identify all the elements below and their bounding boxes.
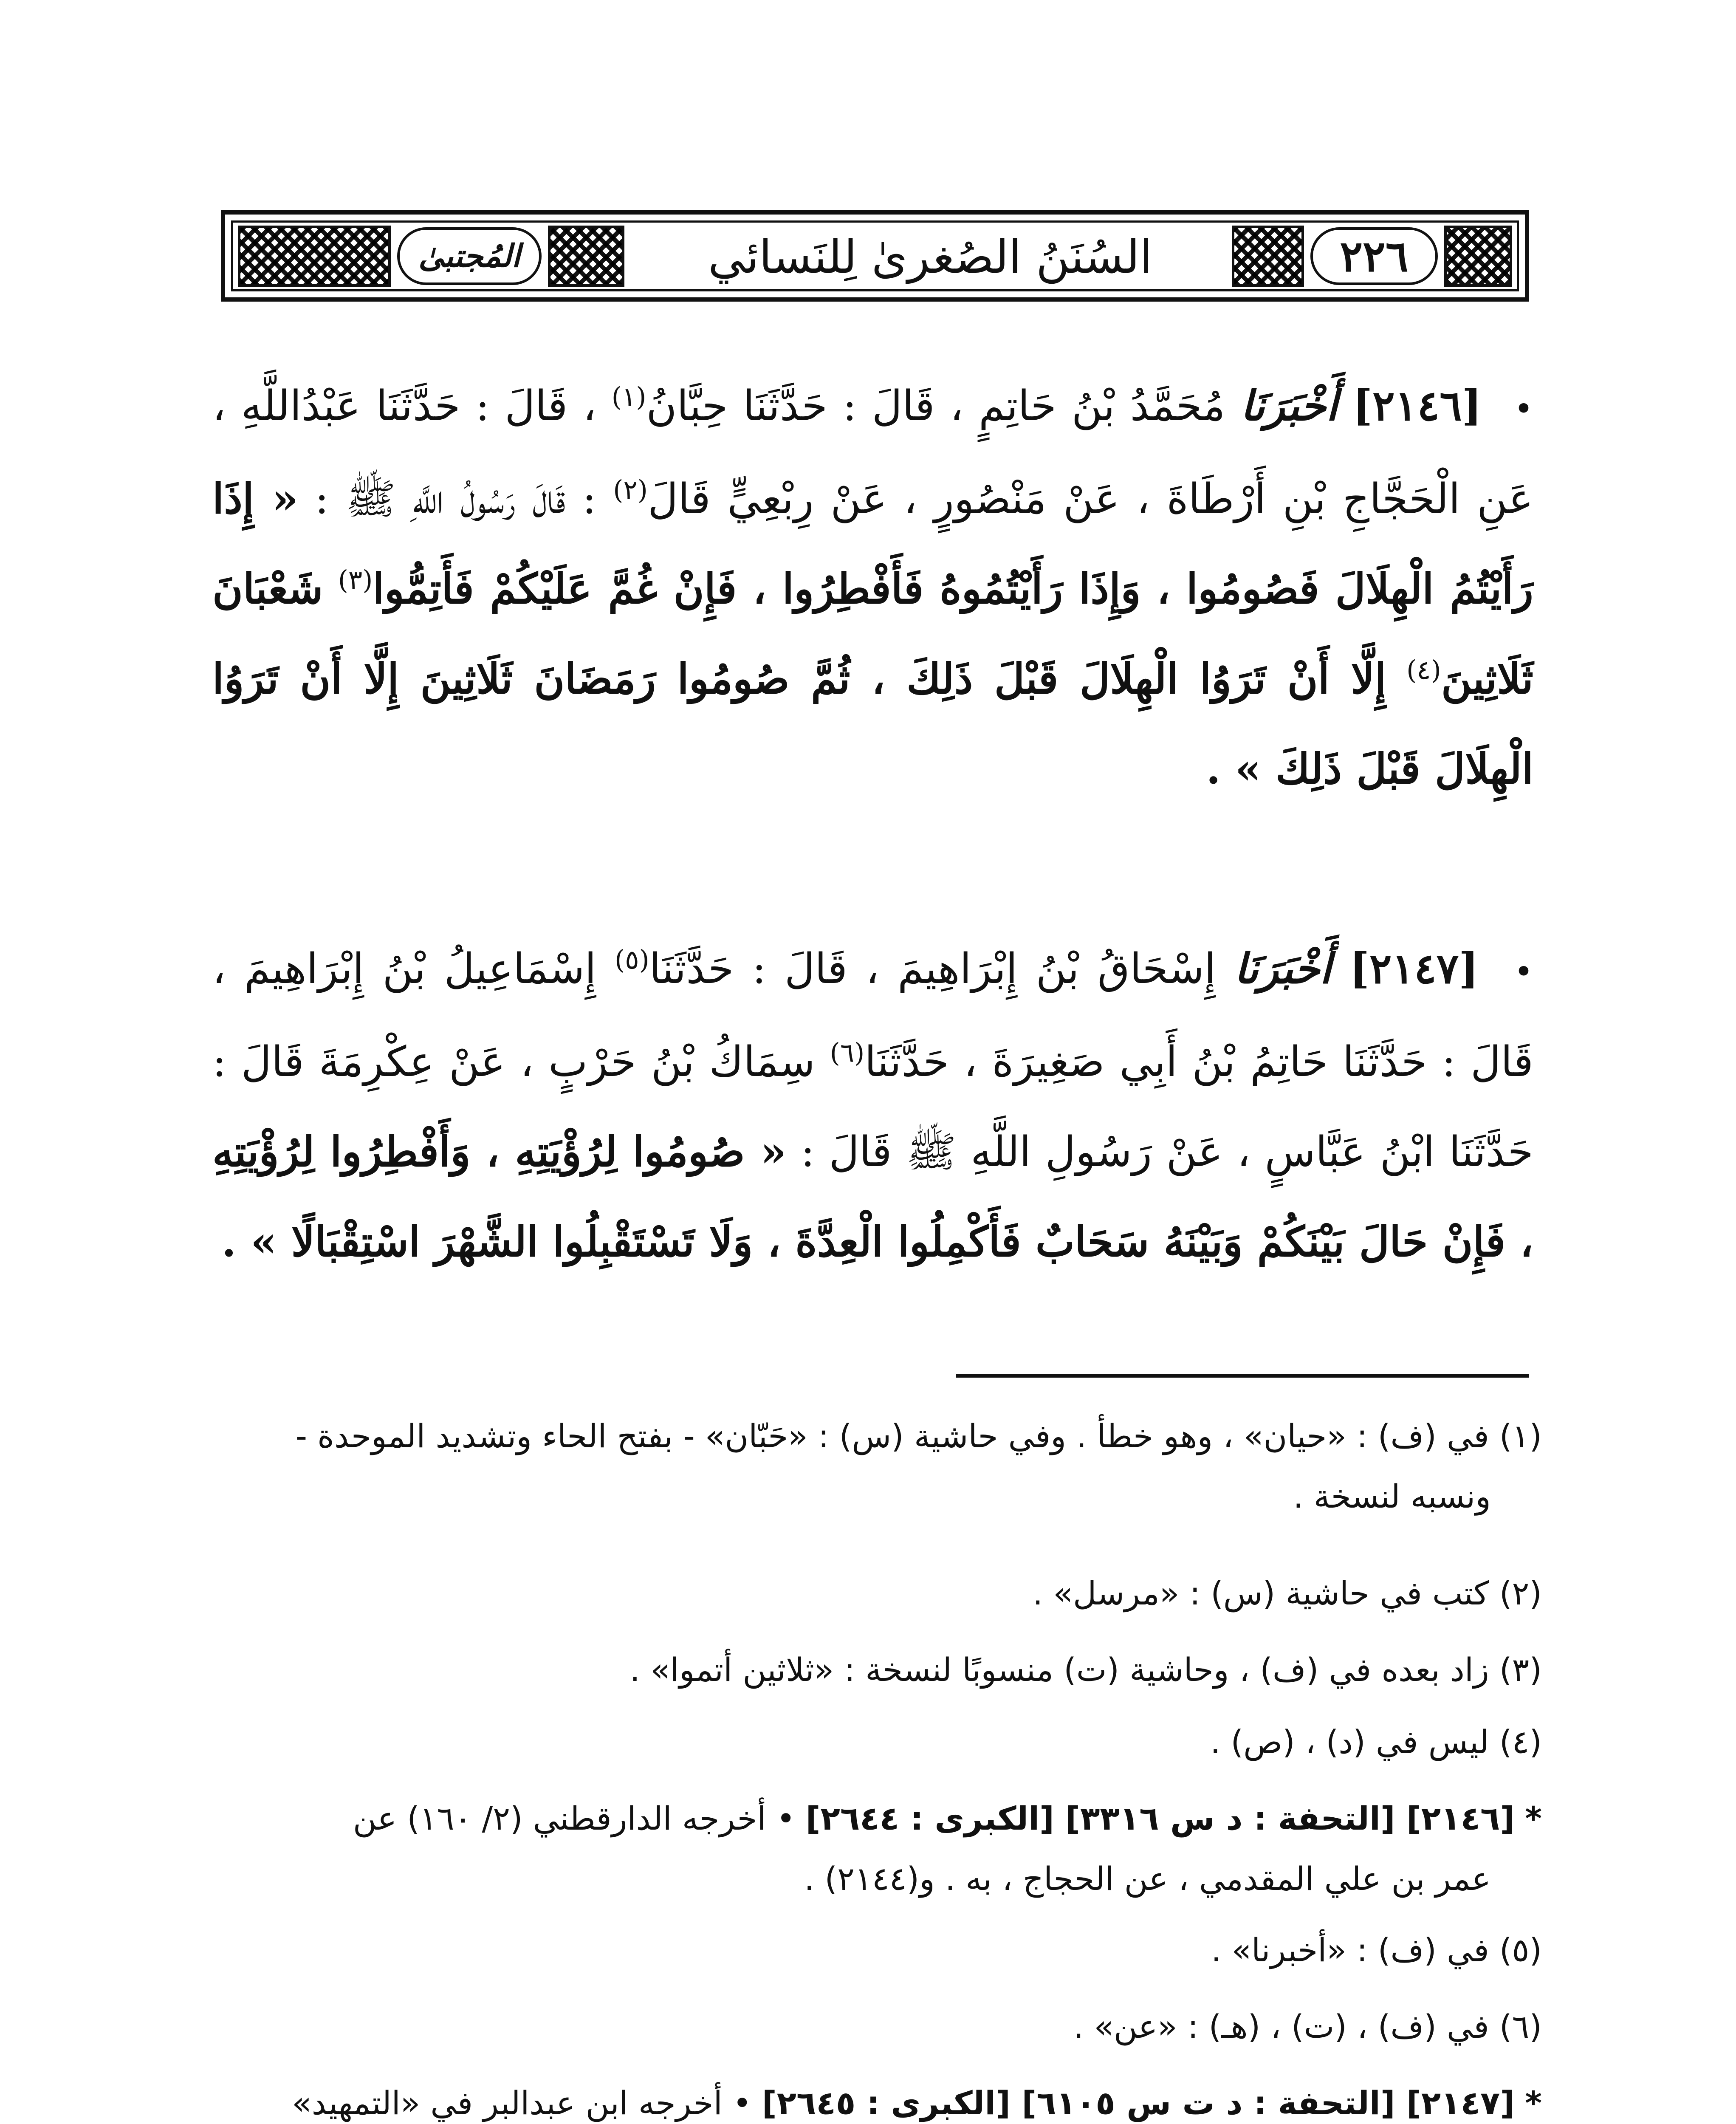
footnote-3: (٣) زاد بعده في (ف) ، وحاشية (ت) منسوبًا لنسخة : «ثلاثين أتموا» . <box>629 1651 1542 1689</box>
star-marker: * <box>1525 1799 1542 1837</box>
footnote-5: (٥) في (ف) : «أخبرنا» . <box>1211 1931 1542 1969</box>
takhrij-reference: [٢١٤٦] [التحفة : د س ٣٣١٦] [الكبرى : ٢٦٤٤] <box>805 1799 1515 1837</box>
takhrij-text: • أخرجه ابن عبدالبر في «التمهيد» <box>292 2084 752 2122</box>
hadith-2146 <box>212 361 1533 814</box>
takhrij-2146 <box>195 1788 1542 1909</box>
isnad-text: مُحَمَّدُ بْنُ حَاتِمٍ ، قَالَ : حَدَّثَنَا حِبَّانُ <box>646 382 1225 430</box>
footnote-2: (٢) كتب في حاشية (س) : «مرسل» . <box>1033 1574 1542 1612</box>
star-marker: * <box>1525 2084 1542 2122</box>
ornament-left-mid-panel <box>548 226 624 287</box>
footnote-ref[interactable]: (٥) <box>615 944 649 975</box>
takhrij-text: • أخرجه الدارقطني (٢/ ١٦٠) عن <box>353 1799 796 1837</box>
footnote-ref[interactable]: (٣) <box>338 564 373 596</box>
footnote-ref[interactable]: (٢) <box>613 474 648 506</box>
isnad-text: سِمَاكُ بْنُ حَرْبٍ ، عَنْ عِكْرِمَةَ قَالَ : حَدَّثَنَا ابْنُ عَبَّاسٍ ، عَنْ رَسُولِ اللَّهِ ﷺ قَالَ : <box>212 1038 1533 1176</box>
page-header-band <box>221 210 1529 302</box>
hadith-number: [٢١٤٦] <box>1352 381 1482 430</box>
book-subtitle-cartouche <box>397 227 542 285</box>
footnote-ref[interactable]: (١) <box>611 381 646 412</box>
isnad-text: ، قَالَ : حَدَّثَنَا عَبْدُاللَّهِ ، عَنِ الْحَجَّاجِ بْنِ أَرْطَاةَ ، عَنْ مَنْصُورٍ ، عَنْ رِبْعِيٍّ قَالَ <box>212 382 1534 523</box>
bullet: • <box>1514 953 1534 991</box>
footnote-1 <box>195 1406 1542 1527</box>
footnote-4: (٤) ليس في (د) ، (ص) . <box>1210 1723 1542 1761</box>
footnote-line: (١) في (ف) : «حيان» ، وهو خطأ . وفي حاشية (س) : «حَبّان» - بفتح الحاء وتشديد الموحدة - <box>295 1417 1542 1455</box>
hadith-2147 <box>212 924 1533 1287</box>
matn-text: « صُومُوا لِرُؤْيَتِهِ ، وَأَفْطِرُوا لِرُؤْيَتِهِ ، فَإِنْ حَالَ بَيْنَكُمْ وَبَيْنَهُ سَحَابٌ فَأَكْمِلُوا الْعِدَّةَ ، وَلَا تَسْتَقْبِلُوا الشَّهْرَ اسْتِقْبَالًا » . <box>212 1127 1533 1266</box>
takhrij-reference: [٢١٤٧] [التحفة : د ت س ٦١٠٥] [الكبرى : ٢٦٤٥] <box>762 2084 1515 2122</box>
akhbarana: أَخْبَرَنَا <box>1234 944 1332 993</box>
takhrij-2147 <box>195 2073 1542 2124</box>
ornament-right-mid-panel <box>1232 226 1304 287</box>
isnad-text: إِسْمَاعِيلُ بْنُ إِبْرَاهِيمَ ، قَالَ : حَدَّثَنَا حَاتِمُ بْنُ أَبِي صَغِيرَةَ ، حَدَّثَنَا <box>212 945 1533 1086</box>
page-number: ٢٢٦ <box>1340 231 1409 281</box>
footnote-ref[interactable]: (٦) <box>830 1037 865 1068</box>
ornament-left-panel <box>238 226 391 287</box>
book-subtitle: المُجتبىٰ <box>418 238 520 274</box>
book-title: السُنَنُ الصُغرىٰ لِلنَسائي <box>708 230 1153 284</box>
isnad-text: : قَالَ رَسُولُ اللَّهِ ﷺ : <box>315 475 596 523</box>
footnote-ref[interactable]: (٤) <box>1406 654 1441 686</box>
page-number-cartouche <box>1310 227 1438 285</box>
akhbarana: أَخْبَرَنَا <box>1240 381 1338 430</box>
ornament-right-panel <box>1444 226 1512 287</box>
footnote-line: ونسبه لنسخة . <box>1293 1477 1491 1515</box>
matn-text: إِلَّا أَنْ تَرَوُا الْهِلَالَ قَبْلَ ذَلِكَ ، ثُمَّ صُومُوا رَمَضَانَ ثَلَاثِينَ إِلَّا أَنْ تَرَوُا الْهِلَالَ قَبْلَ ذَلِكَ » . <box>212 655 1533 794</box>
matn-text: شَعْبَانَ ثَلَاثِينَ <box>212 565 1534 703</box>
footnote-6: (٦) في (ف) ، (ت) ، (هـ) : «عن» . <box>1073 2008 1542 2045</box>
footnote-divider <box>956 1374 1529 1378</box>
hadith-number: [٢١٤٧] <box>1349 944 1479 993</box>
bullet: • <box>1513 390 1533 428</box>
matn-text: « إِذَا رَأَيْتُمُ الْهِلَالَ فَصُومُوا ، وَإِذَا رَأَيْتُمُوهُ فَأَفْطِرُوا ، فَإِنْ غُمَّ عَلَيْكُمْ فَأَتِمُّوا <box>212 475 1533 613</box>
takhrij-text: عمر بن علي المقدمي ، عن الحجاج ، به . و(٢١٤٤) . <box>804 1860 1491 1898</box>
isnad-text: إِسْحَاقُ بْنُ إِبْرَاهِيمَ ، قَالَ : حَدَّثَنَا <box>649 945 1216 993</box>
